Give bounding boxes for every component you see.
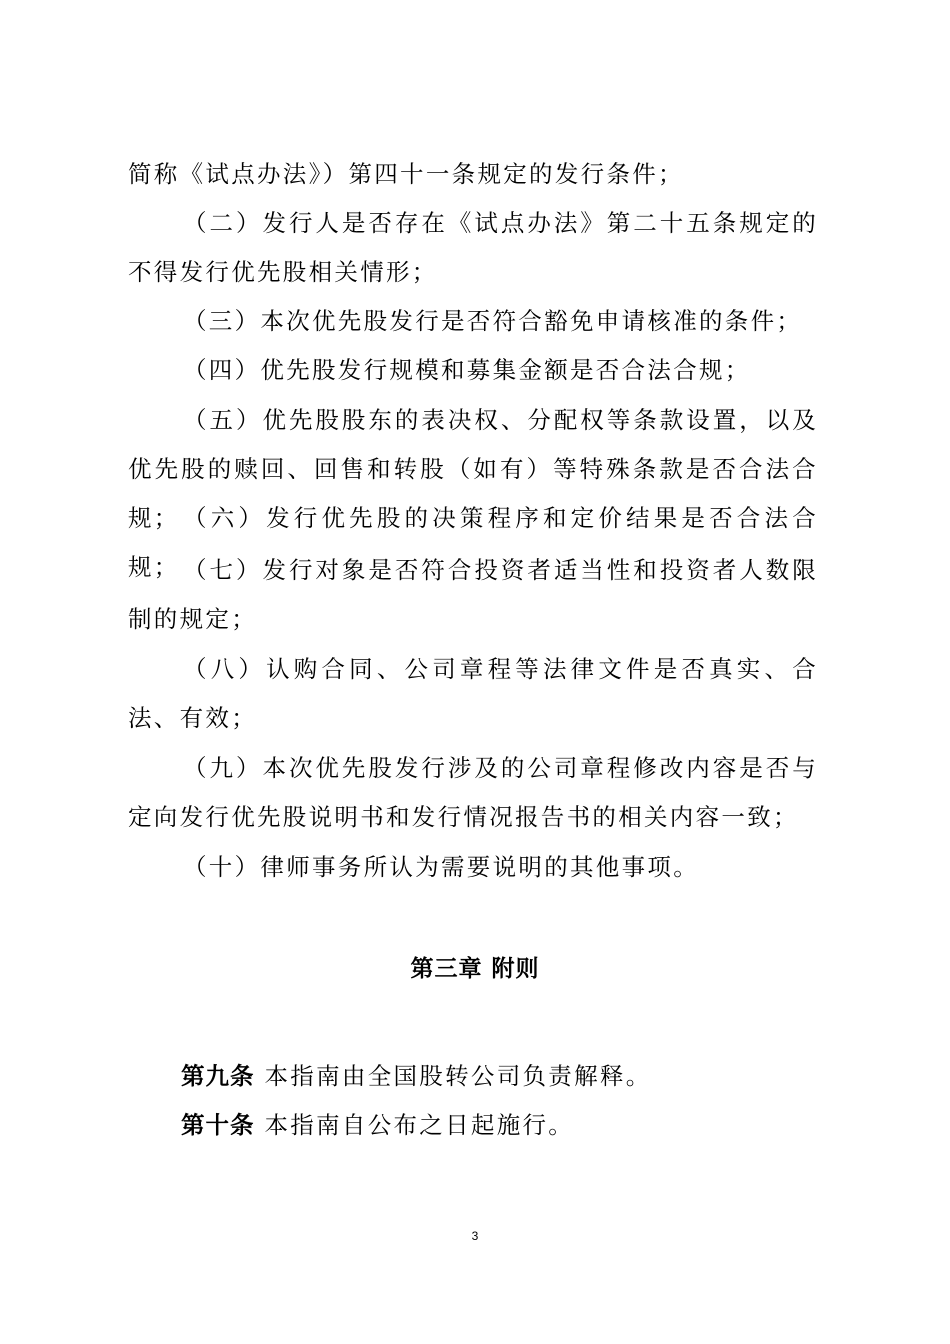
paragraph-item-2: （二）发行人是否存在《试点办法》第二十五条规定的不得发行优先股相关情形； <box>128 209 818 286</box>
article-10 <box>181 1106 574 1140</box>
paragraph-item-4: （四）优先股发行规模和募集金额是否合法合规； <box>183 356 751 384</box>
chapter-heading: 第三章 附则 <box>410 956 540 982</box>
article-9-text: 本指南由全国股转公司负责解释。 <box>264 1062 652 1090</box>
paragraph-item-6: （六）发行优先股的决策程序和定价结果是否合法合规； <box>128 504 818 581</box>
paragraph-continuation: 简称《试点办法》）第四十一条规定的发行条件； <box>128 160 684 188</box>
paragraph-item-10: （十）律师事务所认为需要说明的其他事项。 <box>183 853 699 881</box>
article-9-label: 第九条 <box>181 1062 255 1090</box>
paragraph-item-5: （五）优先股股东的表决权、分配权等条款设置，以及优先股的赎回、回售和转股（如有）等特殊条款是否合法合规； <box>128 406 818 532</box>
paragraph-item-8: （八）认购合同、公司章程等法律文件是否真实、合法、有效； <box>128 655 818 732</box>
paragraph-item-3: （三）本次优先股发行是否符合豁免申请核准的条件； <box>183 307 803 335</box>
article-10-label: 第十条 <box>181 1111 255 1139</box>
paragraph-item-7: （七）发行对象是否符合投资者适当性和投资者人数限制的规定； <box>128 556 818 633</box>
article-10-text: 本指南自公布之日起施行。 <box>264 1111 575 1139</box>
article-9 <box>181 1057 652 1091</box>
paragraph-item-9: （九）本次优先股发行涉及的公司章程修改内容是否与定向发行优先股说明书和发行情况报告书的相关内容一致； <box>128 754 818 831</box>
page-number: 3 <box>471 1229 479 1243</box>
